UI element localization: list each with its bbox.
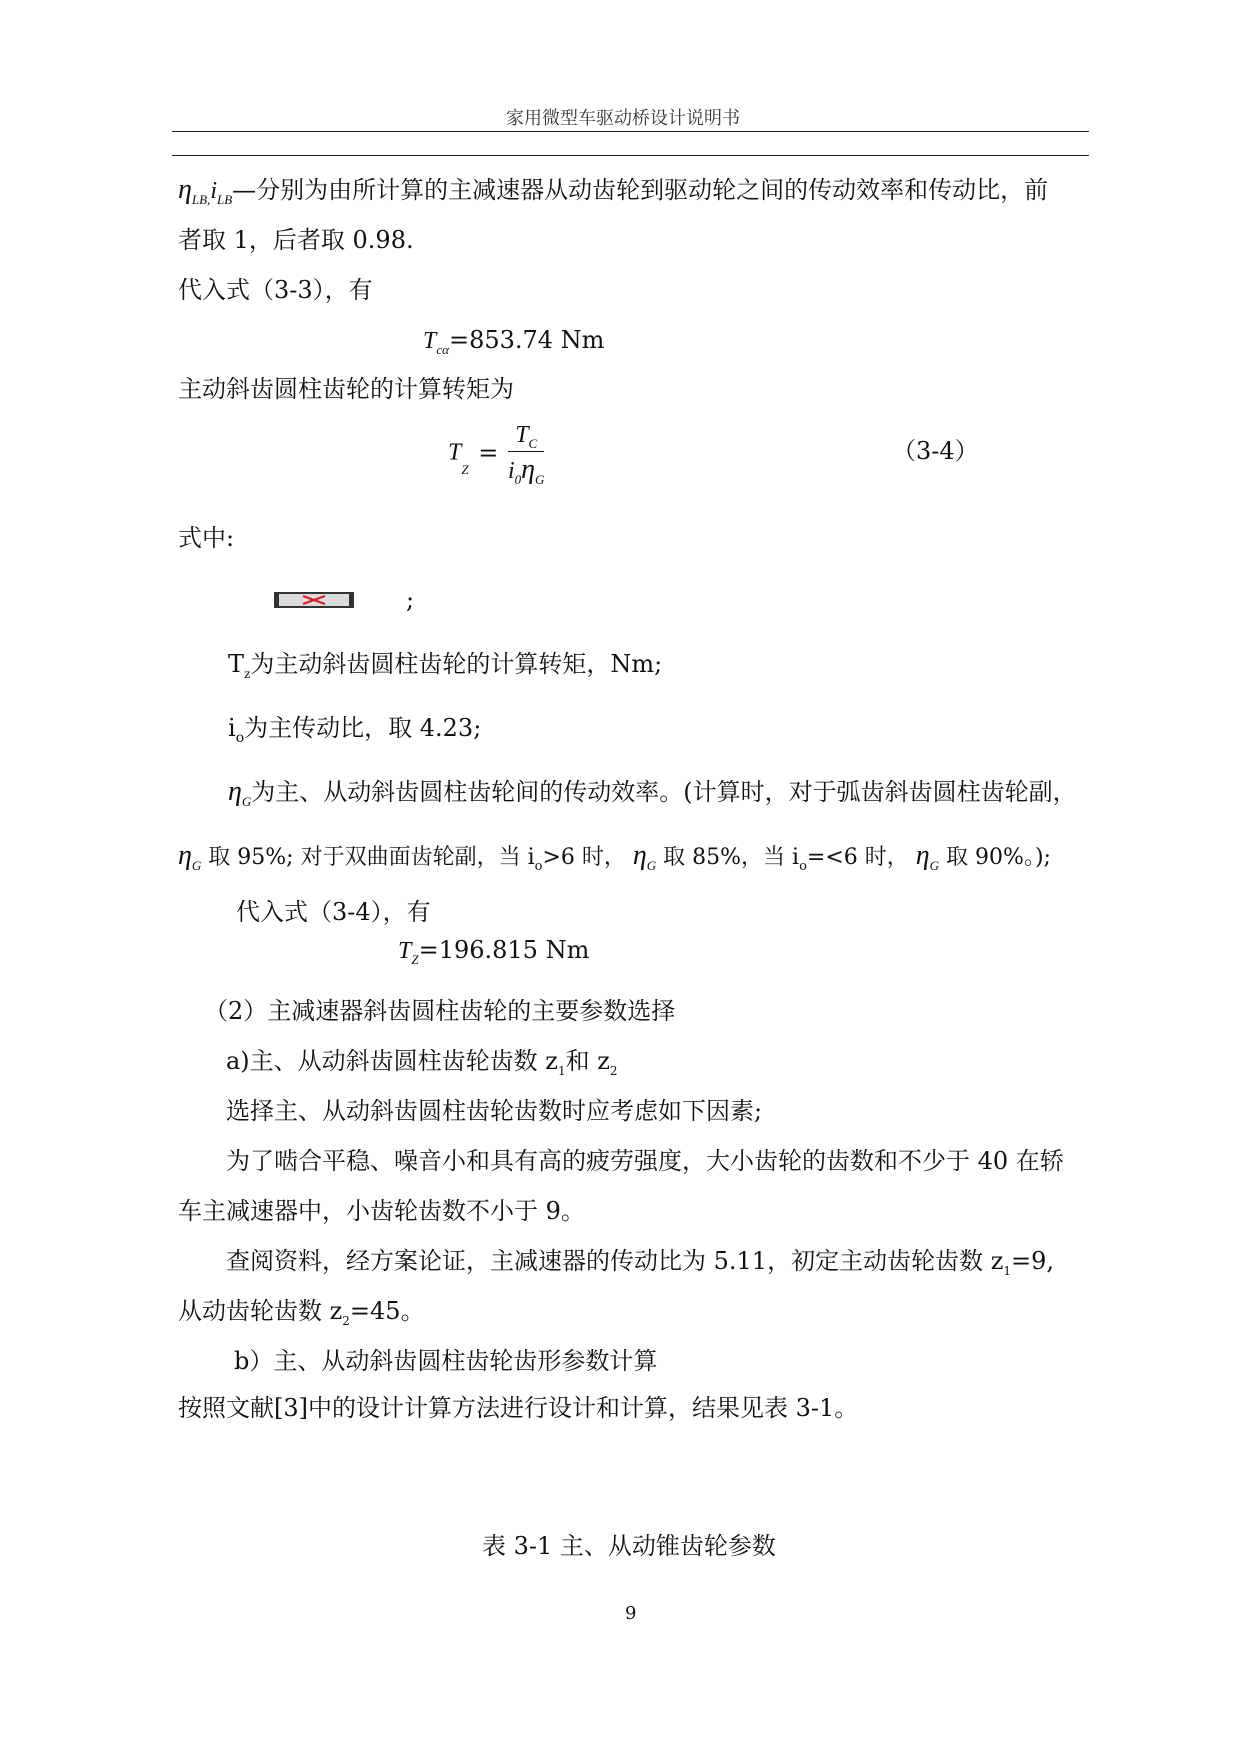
substitution-note-3-3: 代入式（3-3），有 xyxy=(178,276,373,304)
subscript-g: G xyxy=(191,858,202,873)
paragraph-text: 查阅资料，经方案论证，主减速器的传动比为 5.11，初定主动齿轮齿数 z xyxy=(226,1247,1004,1275)
subscript-g: G xyxy=(646,858,657,873)
eta-symbol: η xyxy=(178,840,192,871)
definition-text: 取 90%。); xyxy=(946,845,1051,870)
section-2b-paragraph-1: 按照文献[3]中的设计计算方法进行设计和计算，结果见表 3-1。 xyxy=(178,1394,859,1422)
running-header: 家用微型车驱动桥设计说明书 xyxy=(506,108,740,129)
t-symbol: T xyxy=(398,938,412,964)
subscript-ca: cα xyxy=(436,342,449,357)
paragraph-torque-intro: 主动斜齿圆柱齿轮的计算转矩为 xyxy=(178,375,514,403)
denominator xyxy=(508,452,544,486)
fraction xyxy=(508,420,544,486)
substitution-note-3-4: 代入式（3-4），有 xyxy=(236,898,431,926)
subscript-z: Z xyxy=(461,461,469,477)
equation-3-4 xyxy=(448,420,544,486)
definition-text: 为主传动比，取 4.23; xyxy=(244,714,482,742)
subscript-o: o xyxy=(235,730,245,746)
section-2a-title xyxy=(226,1047,618,1079)
header-rule-bottom xyxy=(172,155,1089,156)
eta-symbol: η xyxy=(228,776,242,807)
paragraph-text: =45。 xyxy=(349,1297,425,1325)
header-rule-top xyxy=(172,131,1089,132)
definition-text: 取 85%，当 i xyxy=(663,845,800,870)
eta-symbol: η xyxy=(521,454,536,485)
equation-number-3-4: （3-4） xyxy=(892,437,979,465)
t-symbol: T xyxy=(448,439,462,466)
subscript-o: o xyxy=(534,859,543,874)
section-2a-paragraph-2-line2: 车主减速器中，小齿轮齿数不小于 9。 xyxy=(178,1197,585,1225)
definition-tz xyxy=(228,650,662,682)
subscript-lb-2: LB xyxy=(216,192,233,207)
subscript-g: G xyxy=(241,794,252,809)
definition-eta-lb-line1 xyxy=(178,176,1048,208)
i-symbol: i xyxy=(210,178,217,204)
subscript-z: Z xyxy=(411,952,419,967)
t-symbol: T xyxy=(515,422,529,448)
definition-io xyxy=(228,714,481,746)
section-2a-paragraph-1: 选择主、从动斜齿圆柱齿轮齿数时应考虑如下因素; xyxy=(226,1097,763,1125)
section-2a-paragraph-2-line1: 为了啮合平稳、噪音小和具有高的疲劳强度，大小齿轮的齿数和不少于 40 在轿 xyxy=(226,1147,1064,1175)
subscript-c: C xyxy=(528,436,538,451)
definition-eta-g-line2 xyxy=(178,842,1051,875)
subscript-2: 2 xyxy=(342,1314,350,1328)
definition-eta-g-line1 xyxy=(228,778,1077,810)
broken-image-icon xyxy=(301,595,327,605)
broken-image-placeholder xyxy=(274,592,354,608)
subscript-1: 1 xyxy=(1003,1264,1011,1278)
definition-eta-lb-line2: 者取 1，后者取 0.98. xyxy=(178,226,414,254)
subscript-0: 0 xyxy=(514,472,522,487)
table-caption: 表 3-1 主、从动锥齿轮参数 xyxy=(482,1532,776,1560)
paragraph-text: —分别为由所计算的主减速器从动齿轮到驱动轮之间的传动效率和传动比，前 xyxy=(232,176,1049,204)
equation-tca xyxy=(423,326,604,358)
t-symbol: T xyxy=(423,328,437,354)
eta-symbol: η xyxy=(915,840,930,871)
paragraph-text: 从动齿轮齿数 z xyxy=(178,1297,343,1325)
definition-text: >6 时， xyxy=(542,845,626,870)
heading-text: 和 z xyxy=(565,1047,610,1075)
subscript-2: 2 xyxy=(609,1064,618,1078)
paragraph-text: =9, xyxy=(1010,1247,1054,1275)
equals-sign: = xyxy=(478,439,499,467)
equation-tz xyxy=(398,936,589,968)
section-2a-paragraph-3-line1 xyxy=(226,1247,1054,1279)
section-2b-title: b）主、从动斜齿圆柱齿轮齿形参数计算 xyxy=(234,1347,658,1375)
heading-text: a)主、从动斜齿圆柱齿轮齿数 z xyxy=(226,1047,558,1075)
equation-value: =853.74 Nm xyxy=(448,326,605,354)
definition-text: 取 95%; 对于双曲面齿轮副，当 i xyxy=(208,845,535,870)
subscript-lb: LB, xyxy=(191,192,211,207)
subscript-z: z xyxy=(244,667,251,681)
section-2a-paragraph-3-line2 xyxy=(178,1297,425,1329)
definition-text: =<6 时， xyxy=(806,845,909,870)
eta-symbol: η xyxy=(632,840,647,871)
i-symbol: i xyxy=(507,458,515,484)
where-label: 式中: xyxy=(178,524,235,552)
subscript-g: G xyxy=(535,472,545,487)
eta-symbol: η xyxy=(178,174,192,205)
numerator xyxy=(508,420,544,452)
page-number: 9 xyxy=(625,1603,637,1624)
definition-text: 为主、从动斜齿圆柱齿轮间的传动效率。(计算时，对于弧齿斜齿圆柱齿轮副， xyxy=(251,778,1077,806)
i-symbol: i xyxy=(228,714,236,742)
subscript-o: o xyxy=(799,859,807,874)
t-symbol: T xyxy=(228,650,245,678)
section-2-title: （2）主减速器斜齿圆柱齿轮的主要参数选择 xyxy=(204,997,676,1025)
definition-text: 为主动斜齿圆柱齿轮的计算转矩，Nm; xyxy=(250,650,663,678)
placeholder-semicolon: ; xyxy=(406,586,415,614)
subscript-g: G xyxy=(929,858,940,873)
equation-value: =196.815 Nm xyxy=(418,936,590,964)
subscript-1: 1 xyxy=(557,1064,566,1078)
